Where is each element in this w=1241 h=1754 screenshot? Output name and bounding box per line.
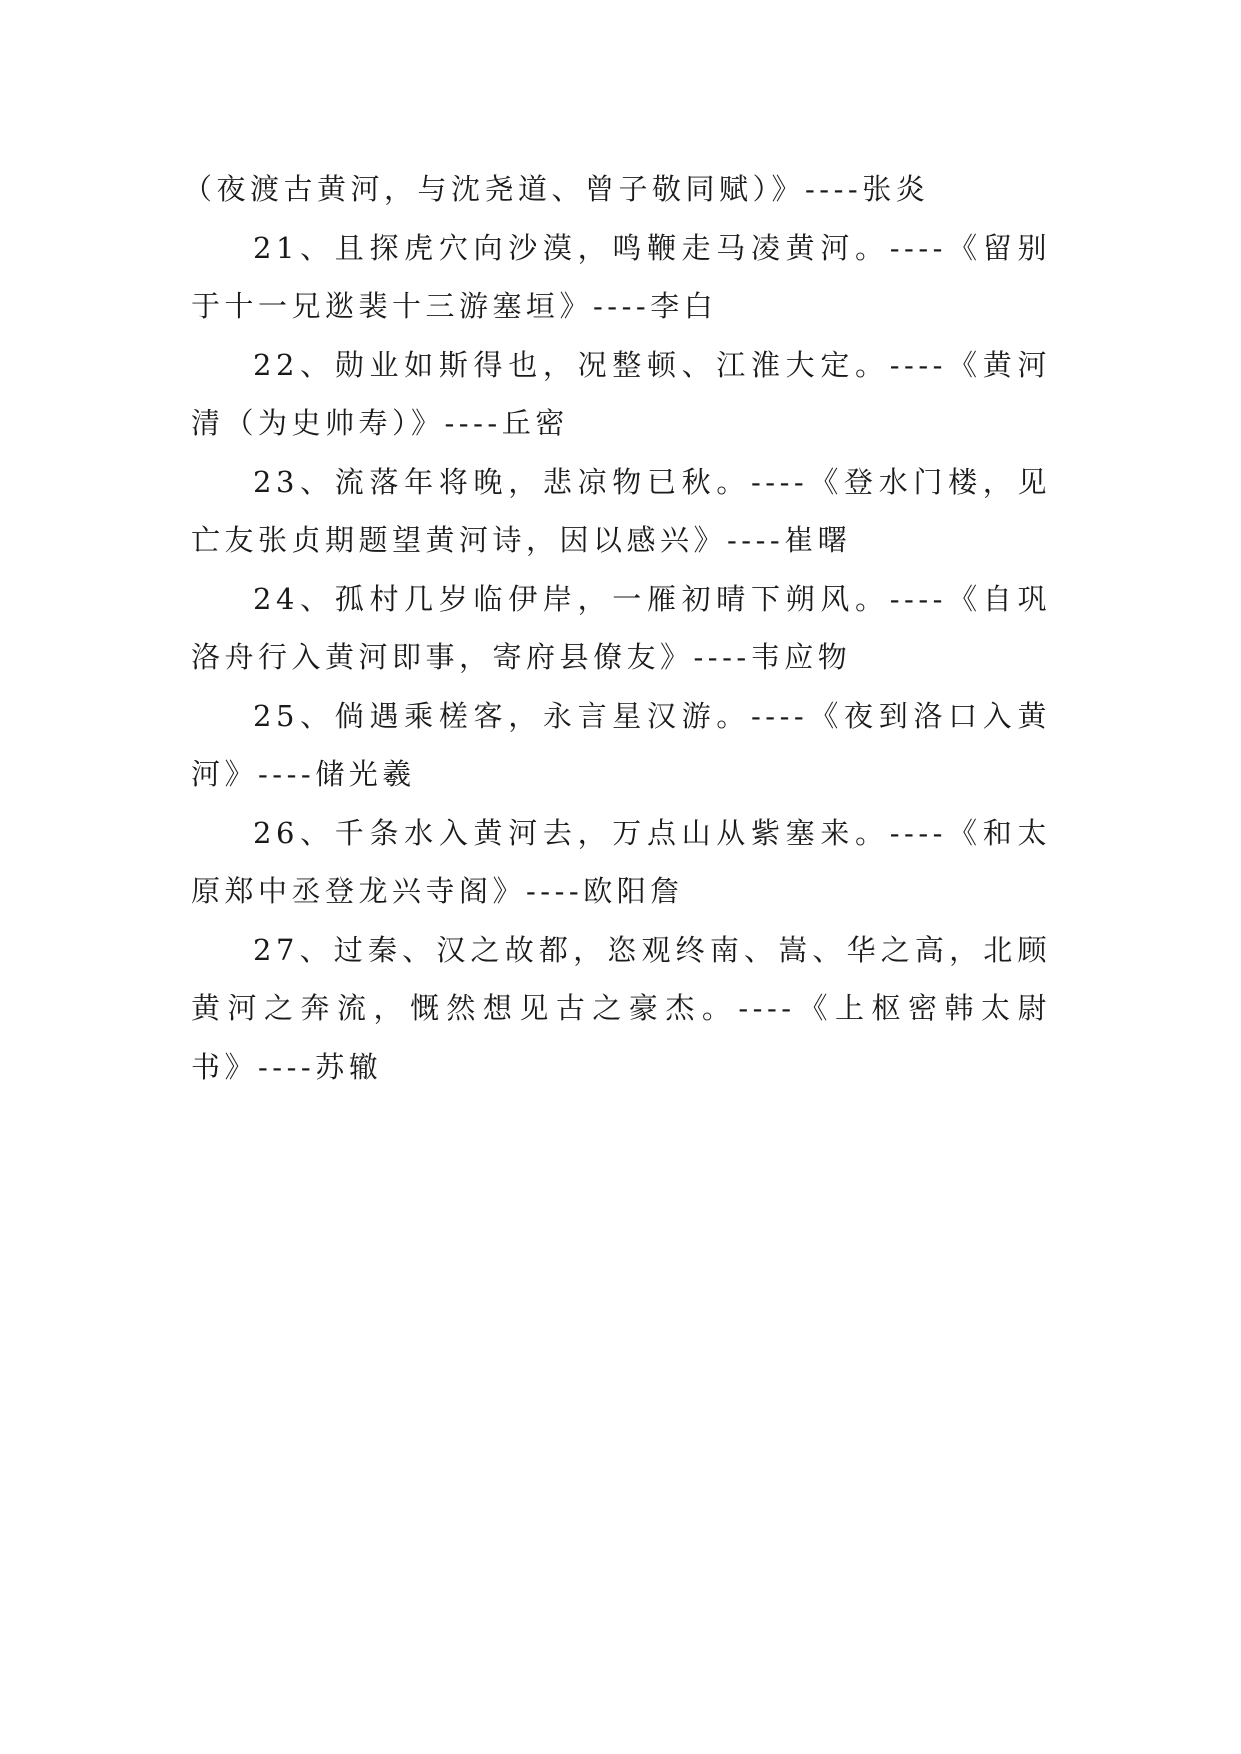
paragraph-26: 26、千条水入黄河去，万点山从紫塞来。----《和太原郑中丞登龙兴寺阁》----欧阳詹: [191, 815, 1051, 908]
paragraph-25: 25、倘遇乘槎客，永言星汉游。----《夜到洛口入黄河》----储光羲: [191, 698, 1051, 791]
paragraph-23: 23、流落年将晚，悲凉物已秋。----《登水门楼，见亡友张贞期题望黄河诗，因以感兴》----崔曙: [191, 464, 1051, 557]
document-body: [183, 160, 1051, 1096]
paragraph-27: 27、过秦、汉之故都，恣观终南、嵩、华之高，北顾黄河之奔流，慨然想见古之豪杰。----《上枢密韩太尉书》----苏辙: [191, 932, 1051, 1084]
paragraph-21: 21、且探虎穴向沙漠，鸣鞭走马凌黄河。----《留别于十一兄逖裴十三游塞垣》----李白: [191, 230, 1051, 323]
paragraph-22: 22、勋业如斯得也，况整顿、江淮大定。----《黄河清（为史帅寿）》----丘密: [191, 347, 1051, 440]
paragraph-24: 24、孤村几岁临伊岸，一雁初晴下朔风。----《自巩洛舟行入黄河即事，寄府县僚友》----韦应物: [191, 581, 1051, 674]
paragraph-continuation: （夜渡古黄河，与沈尧道、曾子敬同赋）》----张炎: [183, 172, 930, 206]
